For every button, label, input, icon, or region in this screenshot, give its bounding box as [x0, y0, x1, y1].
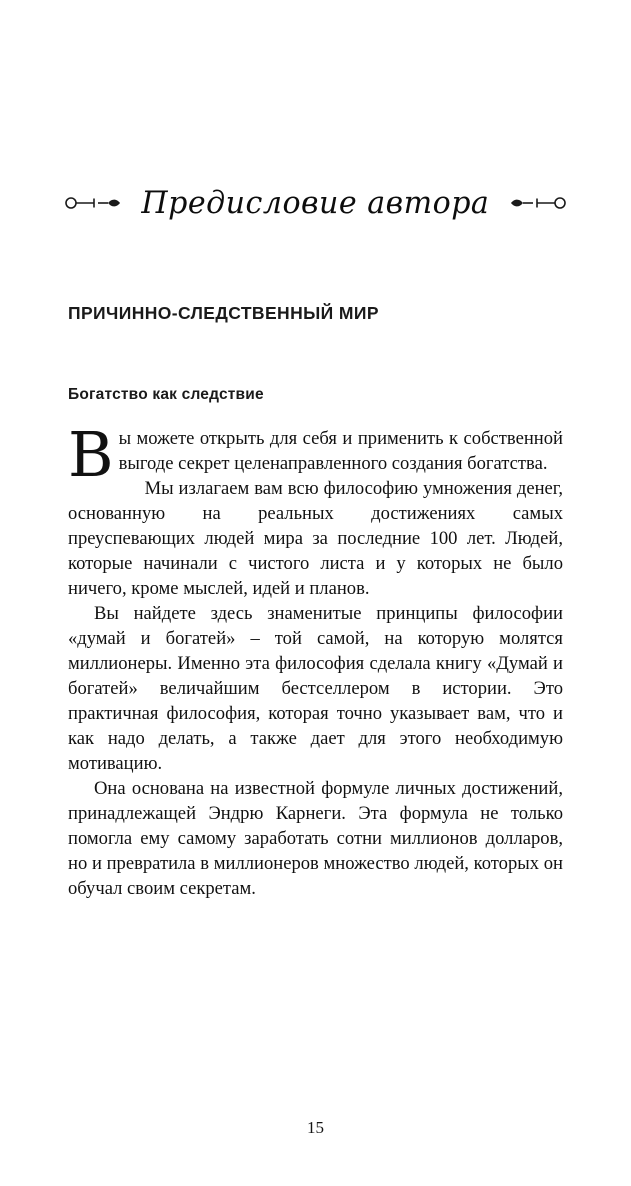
page-number: 15 [307, 1118, 324, 1137]
paragraph [68, 418, 563, 491]
paragraph [68, 601, 563, 776]
paragraph [68, 476, 563, 601]
drop-cap: В [68, 418, 114, 491]
diamond-flourish-right-icon [509, 194, 567, 212]
chapter-heading [68, 185, 563, 221]
paragraph-text: Вы найдете здесь знаменитые принципы философии «думай и богатей» – той самой, на которую молятся миллионеры. Именно эта философия сделала книгу «Думай и богатей» величайшим бестселлером в истории. Это практичная философия, которая точно указывает вам, что и как надо делать, а также дает для этого необходимую мотивацию. [68, 603, 563, 774]
subsection-title: Богатство как следствие [68, 386, 264, 403]
document-page [0, 185, 631, 1186]
section-title: ПРИЧИННО-СЛЕДСТВЕННЫЙ МИР [68, 303, 379, 323]
paragraph [68, 776, 563, 901]
chapter-title: Предисловие автора [141, 185, 490, 221]
paragraph-text: Мы излагаем вам всю философию умножения денег, основанную на реальных достижениях самых преуспевающих людей мира за последние 100 лет. Людей, которые начинали с чистого листа и у которых не было ничего, кроме мыслей, идей и планов. [68, 478, 563, 599]
body-text [68, 418, 563, 901]
paragraph-text: ы можете открыть для себя и применить к собственной выгоде секрет целенаправленного создания богатства. [118, 428, 563, 474]
paragraph-text: Она основана на известной формуле личных достижений, принадлежащей Эндрю Карнеги. Эта формула не только помогла ему самому заработать сотни миллионов долларов, но и превратила в миллионеров множество людей, которых он обучал своим секретам. [68, 778, 563, 899]
diamond-flourish-left-icon [64, 194, 122, 212]
